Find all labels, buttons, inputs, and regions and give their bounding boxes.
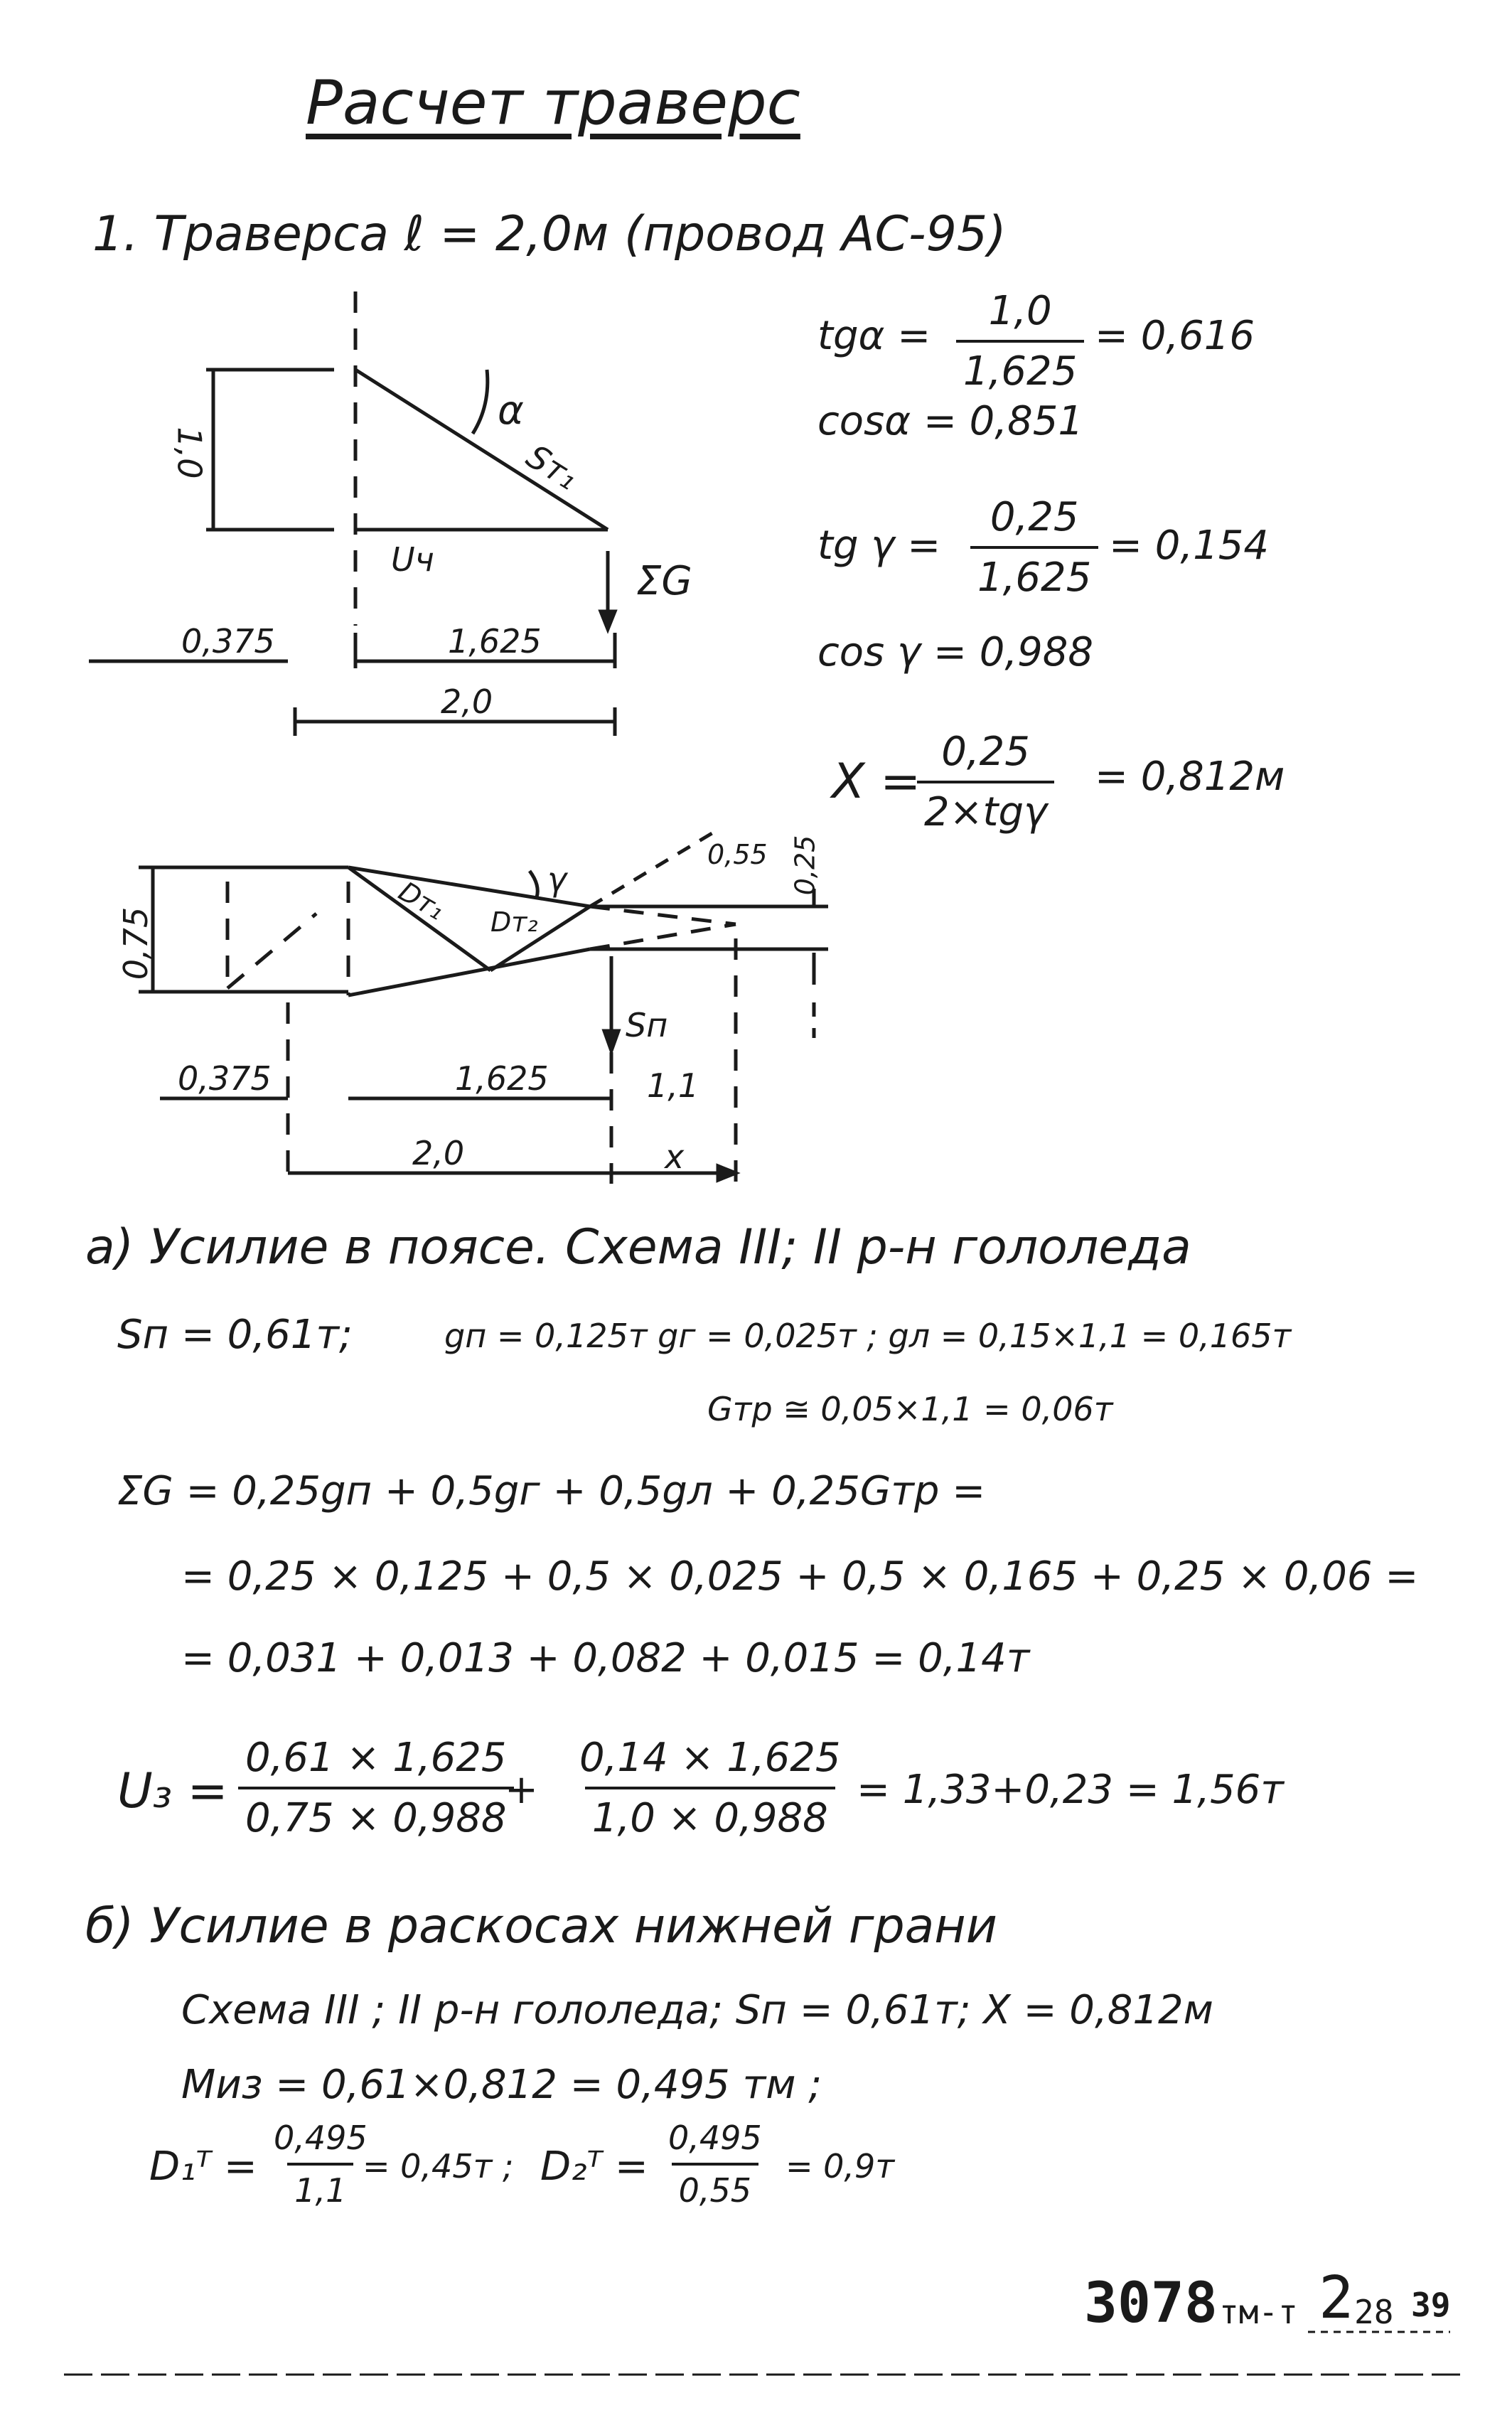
page-title: Расчет траверс xyxy=(306,68,800,139)
d2-dim-total-label: 2,0 xyxy=(412,1134,465,1172)
d1-lhs: D₁ᵀ = xyxy=(149,2144,257,2190)
d1-alpha-label: α xyxy=(498,387,524,434)
u3-fraction-1 xyxy=(238,1735,514,1841)
x-denominator: 2×tgγ xyxy=(917,781,1054,835)
d2-dashed-bottom-extension xyxy=(590,924,736,949)
u3-plus: + xyxy=(505,1767,538,1813)
d2-denominator: 0,55 xyxy=(672,2163,758,2210)
u3-fraction-2-numerator: 0,14 × 1,625 xyxy=(579,1735,841,1781)
u3-fraction-1-numerator: 0,61 × 1,625 xyxy=(245,1735,507,1781)
part-a-line-2: Gтр ≅ 0,05×1,1 = 0,06т xyxy=(707,1390,1113,1428)
d2-dim-025-label: 0,25 xyxy=(789,835,821,896)
d1-brace-member xyxy=(355,370,608,530)
d1-u-label: Uч xyxy=(391,540,434,579)
d1-dim-total-label: 2,0 xyxy=(441,683,493,721)
tg-gamma-result: = 0,154 xyxy=(1109,523,1270,569)
d1-result: = 0,45т ; xyxy=(363,2147,514,2185)
d2-dim-055-label: 0,55 xyxy=(707,839,768,870)
part-a-line-5: = 0,031 + 0,013 + 0,082 + 0,015 = 0,14т xyxy=(181,1635,1030,1681)
d1-fraction xyxy=(267,2119,375,2210)
d2-dim-span-label: 1,625 xyxy=(455,1059,549,1098)
d1-s-label: Sт₁ xyxy=(520,437,586,498)
d2-dim-11-label: 1,1 xyxy=(647,1066,699,1105)
page-number: 28 xyxy=(1354,2293,1394,2331)
part-a-line-4: = 0,25 × 0,125 + 0,5 × 0,025 + 0,5 × 0,165 + 0,25 × 0,06 = xyxy=(181,1553,1419,1600)
d2-lhs: D₂ᵀ = xyxy=(540,2144,648,2190)
part-a-line-1a: Sп = 0,61т; xyxy=(117,1312,353,1358)
d2-s-label: Sп xyxy=(626,1006,668,1044)
d2-d2-label: Dт₂ xyxy=(490,906,538,938)
d2-dim-left-label: 0,375 xyxy=(178,1059,272,1098)
drawing-number: 2 xyxy=(1319,2264,1354,2332)
d1-dim-left-label: 0,375 xyxy=(181,622,275,660)
sheet-number: 39 xyxy=(1411,2286,1451,2324)
d2-dashed-top-extension xyxy=(590,906,736,924)
d1-alpha-arc xyxy=(473,370,488,434)
d1-sum-g-label: ΣG xyxy=(636,558,692,604)
d1-height-label: 1,0 xyxy=(170,427,209,479)
tg-alpha-result: = 0,616 xyxy=(1095,313,1255,359)
x-result: = 0,812м xyxy=(1095,754,1285,800)
tg-alpha-lhs: tgα = xyxy=(817,313,931,359)
d1-denominator: 1,1 xyxy=(287,2163,353,2210)
d2-result: = 0,9т xyxy=(786,2147,895,2185)
d1-numerator: 0,495 xyxy=(274,2119,368,2157)
d2-gamma-arc xyxy=(530,871,537,897)
drawing-code: 3078 xyxy=(1084,2271,1218,2335)
u3-lhs: U₃ = xyxy=(117,1763,228,1819)
part-b-line-2: Mиз = 0,61×0,812 = 0,495 тм ; xyxy=(181,2062,822,2108)
tg-gamma-denominator: 1,625 xyxy=(970,546,1098,601)
d2-fraction xyxy=(661,2119,769,2210)
part-a-line-1b: gп = 0,125т gг = 0,025т ; gл = 0,15×1,1 = 0,165т xyxy=(444,1317,1292,1355)
d2-dim-055-line xyxy=(590,832,714,906)
drawing-series: тм-т xyxy=(1219,2293,1298,2331)
section-1-heading: 1. Траверса ℓ = 2,0м (провод АС-95) xyxy=(92,206,1007,262)
d1-load-arrowhead xyxy=(601,611,615,629)
d2-d1-label: Dт₁ xyxy=(393,875,451,926)
d2-height-label: 0,75 xyxy=(117,906,156,980)
cos-alpha: cosα = 0,851 xyxy=(817,398,1083,444)
cos-gamma: cos γ = 0,988 xyxy=(817,629,1094,675)
u3-fraction-1-denominator: 0,75 × 0,988 xyxy=(238,1787,514,1841)
d2-numerator: 0,495 xyxy=(668,2119,762,2157)
x-numerator: 0,25 xyxy=(941,729,1030,775)
d2-load-arrowhead xyxy=(604,1031,618,1051)
part-a-line-3: ΣG = 0,25gп + 0,5gг + 0,5gл + 0,25Gтр = xyxy=(117,1468,986,1514)
u3-fraction-2-denominator: 1,0 × 0,988 xyxy=(585,1787,835,1841)
x-lhs: X = xyxy=(832,754,921,810)
d2-gamma-label: γ xyxy=(547,860,567,899)
d1-dim-span-label: 1,625 xyxy=(448,622,542,660)
tg-alpha-denominator: 1,625 xyxy=(956,340,1084,395)
tg-gamma-numerator: 0,25 xyxy=(990,494,1079,540)
u3-fraction-2 xyxy=(572,1735,848,1841)
part-b-heading: б) Усилие в раскосах нижней грани xyxy=(85,1898,997,1954)
part-b-line-1: Схема III ; II р-н гололеда; Sп = 0,61т; X = 0,812м xyxy=(181,1987,1213,2033)
d2-dim-x-label: x xyxy=(665,1138,685,1176)
tg-gamma-lhs: tg γ = xyxy=(817,523,941,569)
part-a-heading: а) Усилие в поясе. Схема III; II р-н гололеда xyxy=(85,1219,1191,1275)
d2-dashed-brace xyxy=(227,914,316,988)
u3-result: = 1,33+0,23 = 1,56т xyxy=(857,1767,1284,1813)
tg-alpha-numerator: 1,0 xyxy=(988,288,1052,334)
